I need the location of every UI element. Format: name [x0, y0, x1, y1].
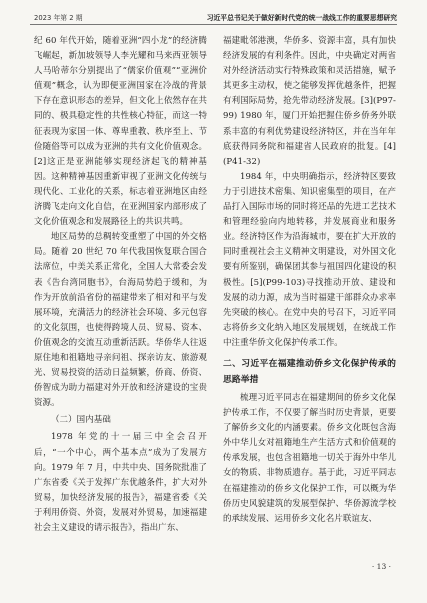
running-title: 习近平总书记关于做好新时代党的统一战线工作的重要思想研究 — [206, 14, 397, 22]
journal-issue: 2023 年第 2 期 — [34, 14, 83, 22]
paragraph: 地区局势的总稠转变重塑了中国的外交格局。随着 20 世纪 70 年代我国恢复联合国合法席位，中美关系正常化，全国人大常委会发表《告台湾同胞书》，台海局势趋于缓和，为作为开放前沿省份的福建带来了相对和平与发展环境，充满活力的经济社会环境、多元包容的文化氛围，也使得跨境人员、贸易、资本、价值观念的交流互动重新活跃。华侨华人往返原住地和祖籍地寻亲问祖、探亲访友、旅游观光、贸易投资的活动日益频繁，侨商、侨资、侨智成为助力福建对外开放和经济建设的宝贵资源。 — [34, 232, 207, 409]
running-header — [0, 0, 427, 34]
paragraph: 1984 年，中央明确指示，经济特区要致力于引进技术密集、知识密集型的项目，在产品打入国际市场的同时将还品的先进工艺技术和管理经验向内地转移，并发展商业和服务业。经济特区作为沿海城市，要在扩大开放的同时重视社会主义精神文明建设，对外国文化要有所鉴别，确保团其参与祖国四化建设的积极性。[5](P99-103)寻找推动开放、建设和发展的动力源，成为当时福建干部群众办求率先突破的核心。在党中央的号召下，习近平同志将侨乡文化纳入地区发展规划，在统战工作中注重华侨文化保护传承工作。 — [223, 171, 396, 348]
paragraph-continued: 纪 60 年代开始，随着亚洲“四小龙”的经济腾飞崛起，新加坡领导人李光耀和马来西亚领导人马哈蒂尔分别提出了“儒家价值观”“亚洲价值观”概念，认为即便亚洲国家在冷战的背景下存在意识形态的差异，但文化上依然存在共同的、极具稳定性的共性核心特征，而这一特征表现为家国一体、尊卑重教、秩序至上、节俭随俗等可以成为亚洲的共有文化价值观念。[2]这正是亚洲能够实现经济起飞的精神基因。这种精神基因重新审视了亚洲文化传统与现代化、工业化的关系，标志着亚洲地区由经济腾飞走向文化自信，在亚洲国家内部形成了文化价值观念和发展路径上的共识共鸣。 — [34, 36, 207, 228]
left-column — [34, 34, 207, 536]
page-number: · 13 · — [371, 562, 391, 571]
paragraph: 1978 年党的十一届三中全会召开后，“一个中心，两个基本点”成为了发展方向。1979 年 7 月，中共中央、国务院批准了广东省委《关于发挥广东优越条件，扩大对外贸易，加快经济发展的报告》，福建省委《关于利用侨资、外资，发展对外贸易，加速福建社会主义建设的请示报告》，指出广东、 — [34, 432, 207, 533]
paragraph: 梳理习近平同志在福建期间的侨乡文化保护传承工作，不仅要了解当时历史背景，更要了解侨乡文化的内涵要素。侨乡文化既包含海外中华儿女对祖籍地生产生活方式和价值观的传承发展，也包含祖籍地一切关于海外中华儿女的物质、非物质遗存。基于此，习近平同志在福建推动的侨乡文化保护工作，可以概为华侨历史风貌建筑的发展型保护、华侨源流学校的承续发展、运用侨乡文化名片联谊友、 — [223, 392, 396, 524]
subsection-heading: （二）国内基础 — [51, 415, 111, 426]
paragraph-continued: 福建毗邻港澳，华侨多、资源丰富，具有加快经济发展的有利条件。因此，中央确定对两省对外经济活动实行特殊政策和灵活措施，赋予其更多主动权，使之能够发挥优越条件，把握有利国际局势，抢先带动经济发展。[3](P97-99) 1980 年，厦门开始把握住侨乡侨务外联系丰富的有利优势建设经济特区，并在当年年底获得同务院和福建省人民政府的批复。[4](P41-32) — [223, 36, 396, 167]
right-column — [223, 34, 396, 527]
header-rule — [30, 24, 397, 25]
section-heading: 二、习近平在福建推动侨乡文化保护传承的思路举措 — [223, 358, 396, 385]
